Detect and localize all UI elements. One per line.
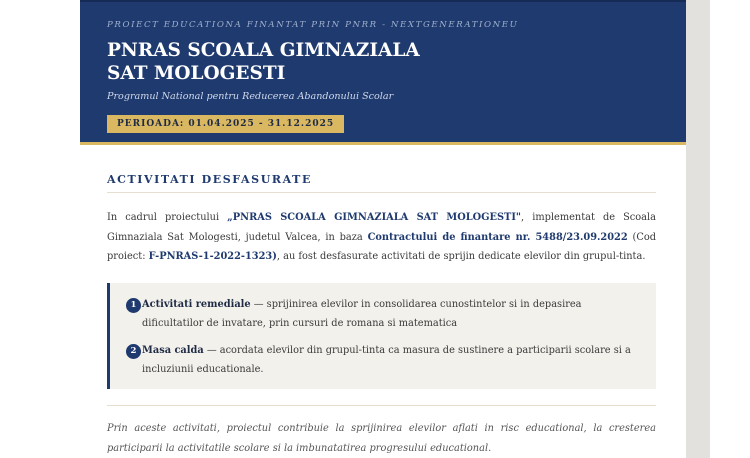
closing-divider [107,405,656,406]
page-title [107,39,420,85]
contract-reference: Contractului de finantare nr. 5488/23.09.2022 [367,231,628,243]
intro-text-1: In cadrul proiectului [107,212,228,223]
intro-text-2: , implementat de Scoala Gimnaziala Sat Mologesti, judetul Valcea, in baza [107,212,656,243]
intro-paragraph [107,208,656,267]
project-name: „PNRAS SCOALA GIMNAZIALA SAT MOLOGESTI" [227,212,522,223]
project-code: F-PNRAS-1-2022-1323) [148,251,277,262]
title-line-2: SAT MOLOGESTI [107,63,286,84]
activity-text [142,341,644,379]
section-title: ACTIVITATI DESFASURATE [107,173,312,186]
activity-text [142,295,644,333]
period-badge: PERIOADA: 01.04.2025 - 31.12.2025 [107,115,344,133]
closing-paragraph: Prin aceste activitati, proiectul contribuie la sprijinirea elevilor aflati in risc educational, la cresterea participarii la activitatile scolare si la imbunatatirea progresului educational. [107,423,656,454]
document-page [80,0,686,458]
section-divider [107,192,656,193]
activity-number-badge: 2 [126,344,141,359]
page-shadow-strip [686,0,710,458]
intro-text-4: , au fost desfasurate activitati de sprijin dedicate elevilor din grupul-tinta. [276,251,646,262]
project-kicker: PROIECT EDUCATIONA FINANTAT PRIN PNRR - NEXTGENERATIONEU [107,20,519,30]
program-subtitle: Programul National pentru Reducerea Abandonului Scolar [107,91,394,102]
activity-description: — sprijinirea elevilor in consolidarea cunostintelor si in depasirea dificultatilor de invatare, prin cursuri de romana si matematica [142,299,582,329]
activities-callout [107,283,656,389]
activity-name: Masa calda [142,345,204,356]
intro-text-3: (Cod proiect: [107,231,656,262]
title-line-1: PNRAS SCOALA GIMNAZIALA [107,40,420,61]
activity-number-badge: 1 [126,298,141,313]
activity-name: Activitati remediale [142,299,251,310]
activity-description: — acordata elevilor din grupul-tinta ca masura de sustinere a participarii scolare si a incluziunii educationale. [142,345,631,375]
header-banner [80,0,686,145]
